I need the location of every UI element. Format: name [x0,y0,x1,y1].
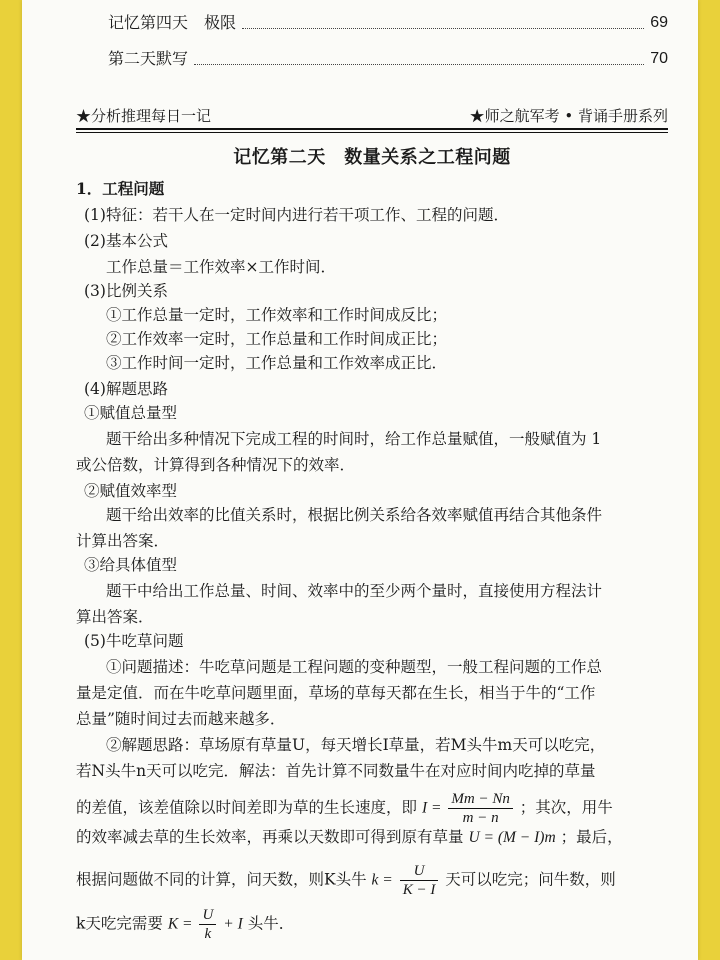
paragraph-line-with-formula [76,862,616,899]
toc-entry-title: 记忆第四天 极限 [108,13,237,32]
text-run: 的差值，该差值除以时间差即为草的生长速度，即 [76,798,418,817]
paragraph-line-with-formula [76,826,623,849]
toc-entry[interactable] [108,40,668,70]
running-header [76,106,668,130]
header-rule-thin [76,132,668,133]
fraction-denominator: K − I [402,882,436,898]
list-item: ③工作时间一定时，工作总量和工作效率成正比． [106,354,448,372]
paragraph: (1)特征：若干人在一定时间内进行若干项工作、工程的问题． [84,206,509,224]
paragraph-line: 量是定值．而在牛吃草问题里面，草场的草每天都在生长，相当于牛的“工作 [76,684,596,702]
method-heading: ②赋值效率型 [84,482,178,500]
fraction-numerator: U [199,906,216,925]
text-run: 根据问题做不同的计算，问天数，则K头牛 [76,870,367,889]
header-rule-thick [76,128,668,130]
formula-lhs: I = [421,799,442,817]
paragraph-line-with-formula [76,790,613,827]
paragraph-line: ②解题思路：草场原有草量U，每天增长I草量，若M头牛m天可以吃完， [106,736,606,754]
subheading: (5)牛吃草问题 [84,632,184,650]
paragraph-line: 题干中给出工作总量、时间、效率中的至少两个量时，直接使用方程法计 [106,582,603,600]
toc-leader-dots [242,28,644,29]
paragraph-line: 算出答案． [76,608,154,626]
fraction-denominator: k [204,926,212,942]
subheading: (2)基本公式 [84,232,168,250]
header-left: ★分析推理每日一记 [76,107,212,125]
toc-entry-page: 70 [650,50,668,67]
text-run: 的效率减去草的生长效率，再乘以天数即可得到原有草量 [76,828,464,846]
toc-entry-title: 第二天默写 [108,49,189,68]
list-item: ①工作总量一定时，工作效率和工作时间成反比； [106,306,448,324]
paragraph-line: 题干给出效率的比值关系时，根据比例关系给各效率赋值再结合其他条件 [106,506,603,524]
paragraph-line: 总量”随时间过去而越来越多． [76,710,286,728]
formula-lhs: K = [167,915,193,933]
fraction-numerator: U [400,862,439,881]
formula-lhs: k = [371,871,393,889]
toc-leader-dots [194,64,644,65]
paragraph-line-with-formula [76,906,294,943]
text-run: ；最后， [560,828,623,846]
method-heading: ③给具体值型 [84,556,178,574]
toc-entry-page: 69 [650,14,668,31]
header-right: ★师之航军考 • 背诵手册系列 [469,107,668,125]
text-run: ；其次，用牛 [519,798,613,817]
fraction-denominator: m − n [462,810,499,826]
method-heading: ①赋值总量型 [84,404,178,422]
text-run: 天可以吃完；问牛数，则 [445,870,616,889]
paragraph-line: 若N头牛n天可以吃完．解法：首先计算不同数量牛在对应时间内吃掉的草量 [76,762,596,780]
paragraph-line: 题干给出多种情况下完成工程的时间时，给工作总量赋值，一般赋值为 1 [106,430,602,448]
formula-rhs: + I [223,915,243,933]
fraction [400,862,439,899]
formula-line: 工作总量＝工作效率×工作时间． [106,258,336,276]
subheading: (3)比例关系 [84,282,168,300]
fraction [199,906,216,943]
formula-inline: U = (M − I)m [468,829,556,846]
section-heading: 1．工程问题 [76,179,165,198]
paragraph-line: 或公倍数，计算得到各种情况下的效率． [76,456,356,474]
fraction [448,790,512,827]
text-run: k天吃完需要 [76,914,163,933]
fraction-numerator: Mm − Nn [448,790,512,809]
paragraph-line: ①问题描述：牛吃草问题是工程问题的变种题型，一般工程问题的工作总 [106,658,603,676]
list-item: ②工作效率一定时，工作总量和工作时间成正比； [106,330,448,348]
document-page [22,0,698,960]
text-run: 头牛． [247,914,295,933]
chapter-title: 记忆第二天 数量关系之工程问题 [233,147,511,168]
paragraph-line: 计算出答案． [76,532,170,550]
toc-entry[interactable] [108,4,668,34]
subheading: (4)解题思路 [84,380,168,398]
